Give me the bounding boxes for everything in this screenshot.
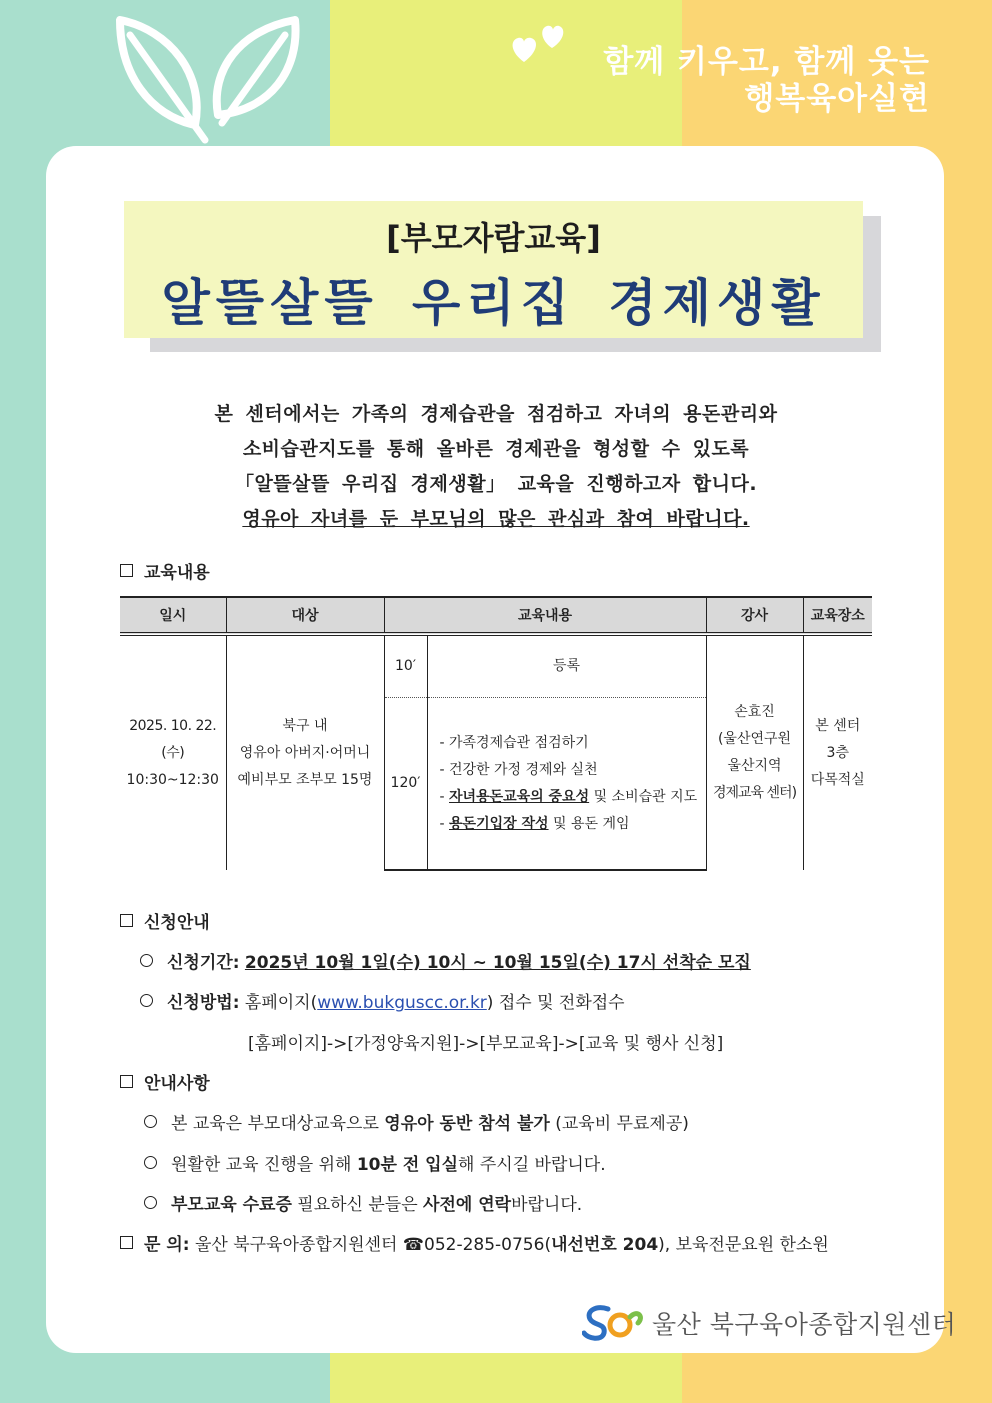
header-place: 교육장소 bbox=[803, 597, 872, 634]
bullet-circle-icon bbox=[144, 1115, 157, 1128]
notice-item2: 원활한 교육 진행을 위해 10분 전 입실해 주시길 바랍니다. bbox=[144, 1150, 606, 1175]
contact-line: 문 의: 울산 북구육아종합지원센터 ☎052-285-0756(내선번호 204), 보육전문요원 한소원 bbox=[120, 1230, 829, 1255]
intro-line4: 영유아 자녀를 둔 부모님의 많은 관심과 참여 바랍니다. bbox=[242, 508, 750, 530]
section-notice-label: 안내사항 bbox=[144, 1074, 210, 1094]
bullet-circle-icon bbox=[140, 994, 153, 1007]
place-line3: 다목적실 bbox=[810, 771, 865, 788]
education-table bbox=[120, 596, 872, 871]
section-content-heading bbox=[120, 558, 210, 583]
instructor-org3: 경제교육 센터) bbox=[712, 785, 797, 801]
cell-registration: 등록 bbox=[427, 634, 706, 698]
center-logo-icon bbox=[582, 1303, 646, 1343]
target-line2: 영유아 아버지·어머니 bbox=[239, 744, 371, 761]
checkbox-square-icon bbox=[120, 1075, 133, 1088]
instructor-org2: 울산지역 bbox=[727, 758, 782, 774]
intro-line3: 「알뜰살뜰 우리집 경제생활」 교육을 진행하고자 합니다. bbox=[234, 473, 758, 495]
slogan-line2: 행복육아실현 bbox=[744, 81, 930, 117]
cell-duration-registration: 10′ bbox=[384, 634, 427, 698]
checkbox-square-icon bbox=[120, 1236, 133, 1249]
homepage-link[interactable]: www.bukguscc.or.kr bbox=[317, 993, 487, 1013]
target-line3: 예비부모 조부모 15명 bbox=[237, 771, 373, 788]
page-title: 알뜰살뜰 우리집 경제생활 bbox=[161, 274, 826, 332]
content-item3: - 자녀용돈교육의 중요성 및 소비습관 지도 bbox=[439, 788, 698, 805]
section-apply-label: 신청안내 bbox=[144, 913, 210, 933]
instructor-org1: (울산연구원 bbox=[717, 731, 792, 747]
title-subtitle: [부모자람교육] bbox=[386, 219, 601, 257]
title-box bbox=[124, 201, 863, 338]
cell-place bbox=[803, 634, 872, 870]
table-header-row bbox=[120, 597, 872, 634]
intro-line1: 본 센터에서는 가족의 경제습관을 점검하고 자녀의 용돈관리와 bbox=[214, 403, 778, 425]
instructor-name: 손효진 bbox=[734, 704, 775, 720]
content-item1: - 가족경제습관 점검하기 bbox=[439, 734, 589, 751]
table-row bbox=[120, 634, 872, 698]
header-content: 교육내용 bbox=[384, 597, 706, 634]
cell-main-content bbox=[427, 698, 706, 871]
target-line1: 북구 내 bbox=[282, 717, 328, 734]
event-time: 10:30~12:30 bbox=[126, 771, 219, 788]
notice-item1: 본 교육은 부모대상교육으로 영유아 동반 참석 불가 (교육비 무료제공) bbox=[144, 1109, 689, 1134]
place-line2: 3층 bbox=[826, 744, 849, 761]
footer-center-name: 울산 북구육아종합지원센터 bbox=[652, 1310, 957, 1339]
apply-method: 신청방법: 홈페이지(www.bukguscc.or.kr) 접수 및 전화접수 bbox=[140, 988, 625, 1013]
header-target: 대상 bbox=[226, 597, 384, 634]
content-item2: - 건강한 가정 경제와 실천 bbox=[439, 761, 598, 778]
bullet-circle-icon bbox=[144, 1196, 157, 1209]
intro-line2: 소비습관지도를 통해 올바른 경제관을 형성할 수 있도록 bbox=[242, 438, 750, 460]
header-instructor: 강사 bbox=[706, 597, 803, 634]
content-item4: - 용돈기입장 작성 및 용돈 게임 bbox=[439, 815, 630, 832]
bullet-circle-icon bbox=[144, 1156, 157, 1169]
notice-item3: 부모교육 수료증 필요하신 분들은 사전에 연락바랍니다. bbox=[144, 1190, 582, 1215]
apply-period-value: 2025년 10월 1일(수) 10시 ~ 10월 15일(수) 17시 선착순 모집 bbox=[244, 953, 751, 973]
bullet-circle-icon bbox=[140, 954, 153, 967]
hearts-icon bbox=[508, 18, 574, 68]
place-line1: 본 센터 bbox=[815, 717, 861, 734]
apply-path: [홈페이지]->[가정양육지원]->[부모교육]->[교육 및 행사 신청] bbox=[248, 1034, 724, 1054]
header-datetime: 일시 bbox=[120, 597, 226, 634]
section-content-label: 교육내용 bbox=[144, 563, 210, 583]
cell-instructor bbox=[706, 634, 803, 870]
section-apply-heading bbox=[120, 908, 210, 933]
slogan bbox=[603, 44, 930, 118]
cell-datetime bbox=[120, 634, 226, 870]
cell-target bbox=[226, 634, 384, 870]
section-notice-heading bbox=[120, 1069, 210, 1094]
cell-duration-main: 120′ bbox=[384, 698, 427, 871]
event-date: 2025. 10. 22.(수) bbox=[129, 717, 217, 761]
leaves-icon bbox=[110, 15, 310, 145]
apply-period: 신청기간: 2025년 10월 1일(수) 10시 ~ 10월 15일(수) 17시 선착순 모집 bbox=[140, 948, 751, 973]
slogan-line1: 함께 키우고, 함께 웃는 bbox=[603, 44, 930, 80]
checkbox-square-icon bbox=[120, 914, 133, 927]
intro-text bbox=[120, 397, 872, 537]
checkbox-square-icon bbox=[120, 564, 133, 577]
